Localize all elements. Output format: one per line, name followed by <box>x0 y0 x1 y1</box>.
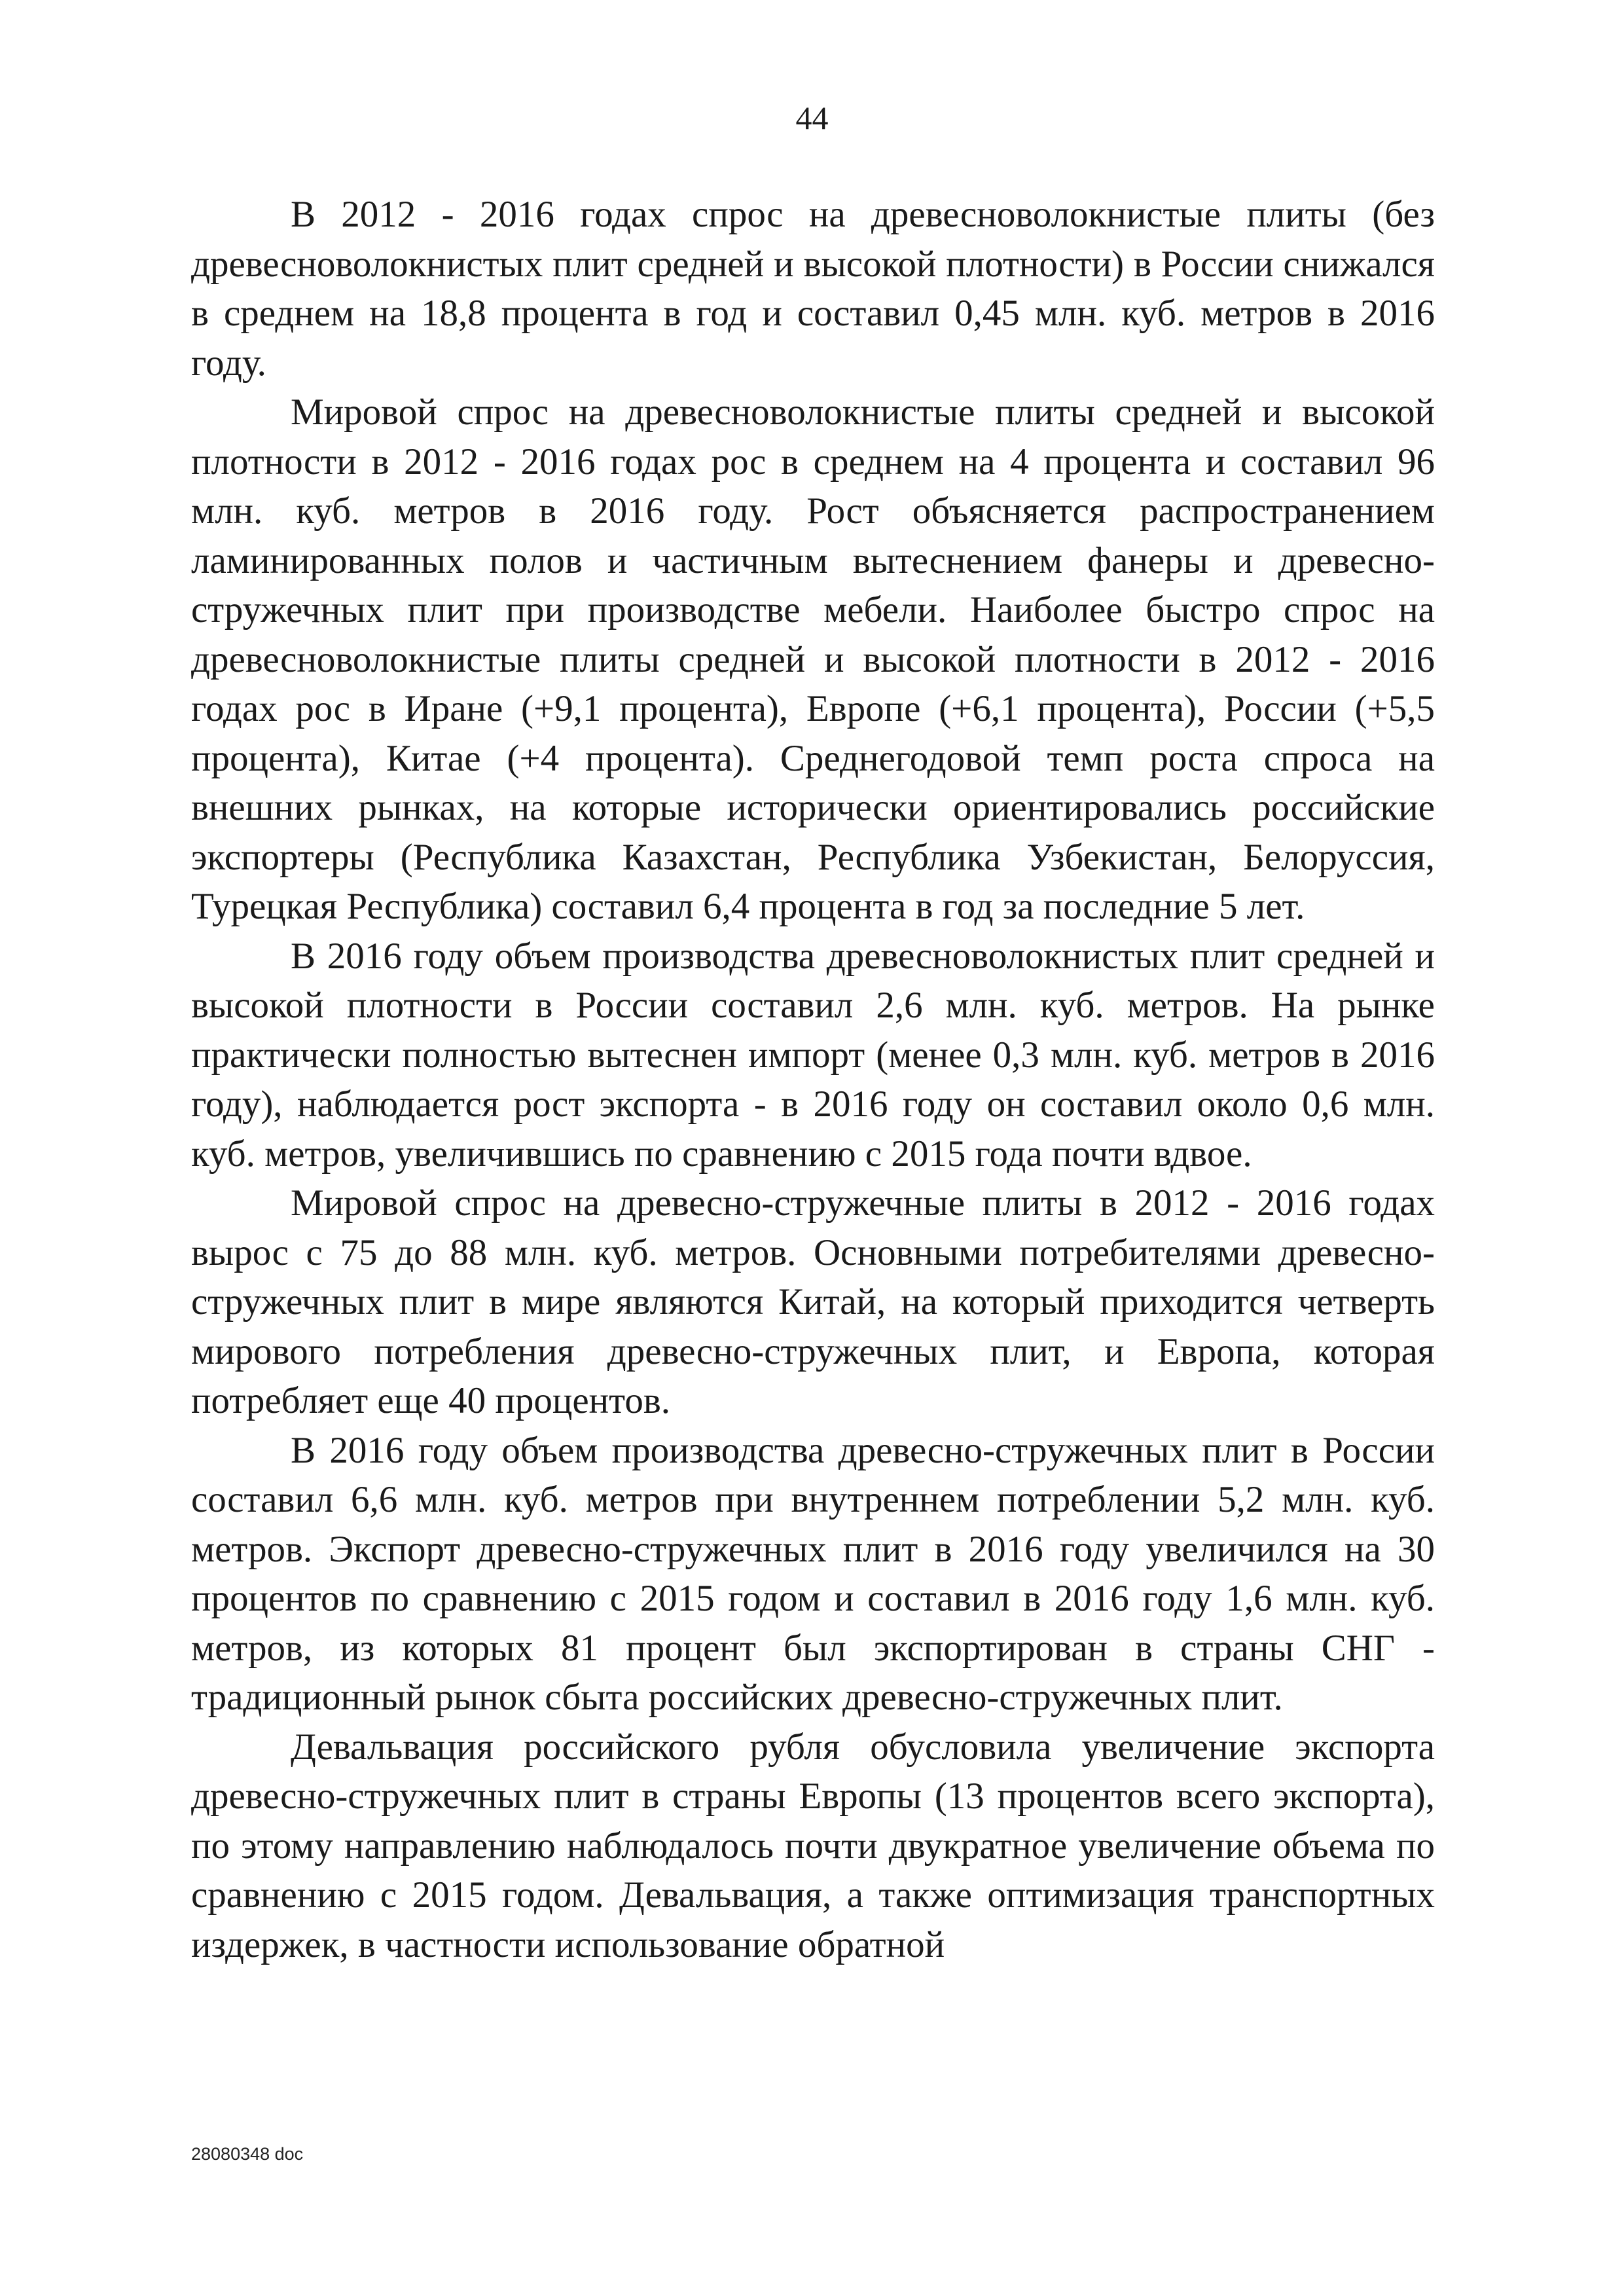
document-body <box>191 190 1435 1969</box>
paragraph-devaluation-export: Девальвация российского рубля обусловила увеличение экспорта древесно-стружечных плит в страны Европы (13 процентов всего экспорта), по этому направлению наблюдалось почти двукратное увеличение объема по сравнению с 2015 годом. Девальвация, а также оптимизация транспортных издержек, в частности использование обратной <box>191 1726 1435 1965</box>
paragraph-mdf-world-demand: Мировой спрос на древесноволокнистые плиты средней и высокой плотности в 2012 - 2016 годах рос в среднем на 4 процента и составил 96 млн. куб. метров в 2016 году. Рост объясняется распространением ламинированных полов и частичным вытеснением фанеры и древесно-стружечных плит при производстве мебели. Наиболее быстро спрос на древесноволокнистые плиты средней и высокой плотности в 2012 - 2016 годах рос в Иране (+9,1 процента), Европе (+6,1 процента), России (+5,5 процента), Китае (+4 процента). Среднегодовой темп роста спроса на внешних рынках, на которые исторически ориентировались российские экспортеры (Республика Казахстан, Республика Узбекистан, Белоруссия, Турецкая Республика) составил 6,4 процента в год за последние 5 лет. <box>191 392 1435 927</box>
paragraph-fiberboard-demand-russia: В 2012 - 2016 годах спрос на древесноволокнистые плиты (без древесноволокнистых плит средней и высокой плотности) в России снижался в среднем на 18,8 процента в год и составил 0,45 млн. куб. метров в 2016 году. <box>191 194 1435 384</box>
paragraph-particleboard-world-demand: Мировой спрос на древесно-стружечные плиты в 2012 - 2016 годах вырос с 75 до 88 млн. куб. метров. Основными потребителями древесно-стружечных плит в мире являются Китай, на который приходится четверть мирового потребления древесно-стружечных плит, и Европа, которая потребляет еще 40 процентов. <box>191 1182 1435 1421</box>
paragraph-particleboard-production-russia: В 2016 году объем производства древесно-стружечных плит в России составил 6,6 млн. куб. метров при внутреннем потреблении 5,2 млн. куб. метров. Экспорт древесно-стружечных плит в 2016 году увеличился на 30 процентов по сравнению с 2015 годом и составил в 2016 году 1,6 млн. куб. метров, из которых 81 процент был экспортирован в страны СНГ - традиционный рынок сбыта российских древесно-стружечных плит. <box>191 1429 1435 1718</box>
page-number: 44 <box>795 100 829 136</box>
paragraph-mdf-production-russia: В 2016 году объем производства древесноволокнистых плит средней и высокой плотности в России составил 2,6 млн. куб. метров. На рынке практически полностью вытеснен импорт (менее 0,3 млн. куб. метров в 2016 году), наблюдается рост экспорта - в 2016 году он составил около 0,6 млн. куб. метров, увеличившись по сравнению с 2015 года почти вдвое. <box>191 935 1435 1175</box>
document-id-footer: 28080348 doc <box>191 2144 304 2164</box>
